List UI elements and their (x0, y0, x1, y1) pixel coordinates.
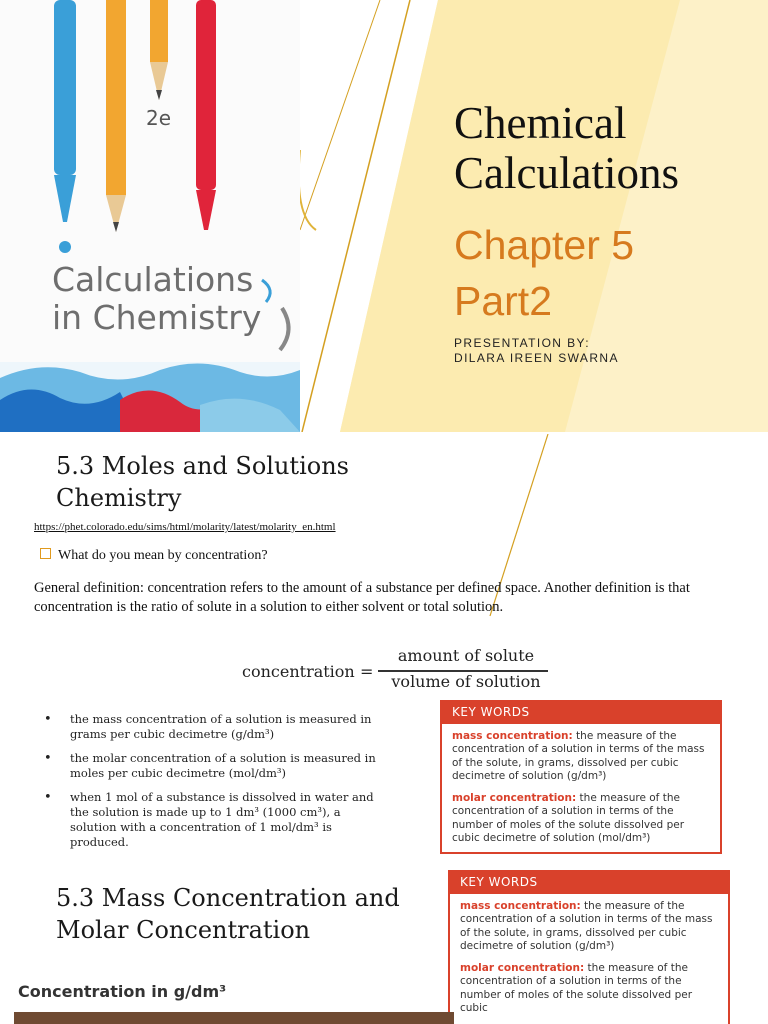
concentration-bullet-list (36, 712, 376, 859)
list-item: • when 1 mol of a substance is dissolved in water and the solution is made up to 1 dm³ (1000 cm³), a solution with a concentration of 1 mol/dm³ is produced. (44, 790, 374, 849)
section-heading2-line2: Molar Concentration (56, 916, 311, 944)
cropped-image-strip (14, 1012, 454, 1024)
part-label: Part2 (454, 278, 552, 324)
square-bullet-icon (40, 548, 51, 559)
cover-title-line1: Calculations (52, 260, 254, 299)
title-slide (0, 0, 768, 432)
book-cover-image (0, 0, 300, 432)
slide-title-block (454, 98, 754, 366)
cover-illustration (0, 0, 300, 432)
question-item (40, 548, 268, 564)
bullet-dot-icon: • (44, 790, 52, 805)
formula-denominator: volume of solution (391, 672, 541, 691)
section-heading-line1: 5.3 Moles and Solutions (56, 452, 349, 480)
mass-concentration-entry-2: mass concentration: the measure of the concentration of a solution in terms of the mass of the solute, in grams, dissolved per cubic decimetre of solution (g/dm³) (460, 899, 713, 952)
formula-lhs: concentration (242, 662, 355, 681)
content-slide (0, 434, 768, 1024)
phet-simulation-link[interactable]: https://phet.colorado.edu/sims/html/molarity/latest/molarity_en.html (34, 521, 336, 533)
mass-concentration-entry: mass concentration: the measure of the concentration of a solution in terms of the mass of the solute, in grams, dissolved per cubic decimetre of solution (g/dm³) (452, 729, 705, 782)
key-words-header-2: KEY WORDS (450, 872, 728, 894)
presented-by-label: PRESENTATION BY: (454, 336, 590, 350)
presenter-name: DILARA IREEN SWARNA (454, 351, 619, 365)
bullet-dot-icon: • (44, 712, 52, 727)
bullet-dot-icon: • (44, 751, 52, 766)
chapter-label: Chapter 5 (454, 222, 635, 268)
key-words-box-2 (448, 870, 730, 1024)
general-definition: General definition: concentration refers to the amount of a substance per defined space. Another definition is that concentration is the ratio of solute in a solution to either solvent or total solution. (34, 580, 690, 615)
slide-title-line2: Calculations (454, 148, 679, 198)
section-heading-line2: Chemistry (56, 484, 182, 512)
concentration-gdm3-heading: Concentration in g/dm³ (18, 982, 227, 1001)
molar-concentration-entry-2: molar concentration: the measure of the concentration of a solution in terms of the number of moles of the solute dissolved per cubic (460, 961, 693, 1014)
formula-numerator: amount of solute (397, 646, 535, 665)
section-heading2-line1: 5.3 Mass Concentration and (56, 884, 400, 912)
cover-title-line2: in Chemistry (52, 298, 262, 337)
formula-equals: = (360, 662, 374, 681)
molar-concentration-entry: molar concentration: the measure of the concentration of a solution in terms of the number of moles of the solute dissolved per cubic decimetre of solution (mol/dm³) (452, 791, 685, 844)
list-item: • the molar concentration of a solution is measured in moles per cubic decimetre (mol/dm³) (44, 751, 376, 780)
cover-edition: 2e (146, 106, 172, 130)
question-text: What do you mean by concentration? (58, 548, 268, 563)
slide-title-line1: Chemical (454, 98, 627, 148)
list-item: • the mass concentration of a solution is measured in grams per cubic decimetre (g/dm³) (44, 712, 372, 741)
key-words-header: KEY WORDS (442, 702, 720, 724)
key-words-box (440, 700, 722, 854)
